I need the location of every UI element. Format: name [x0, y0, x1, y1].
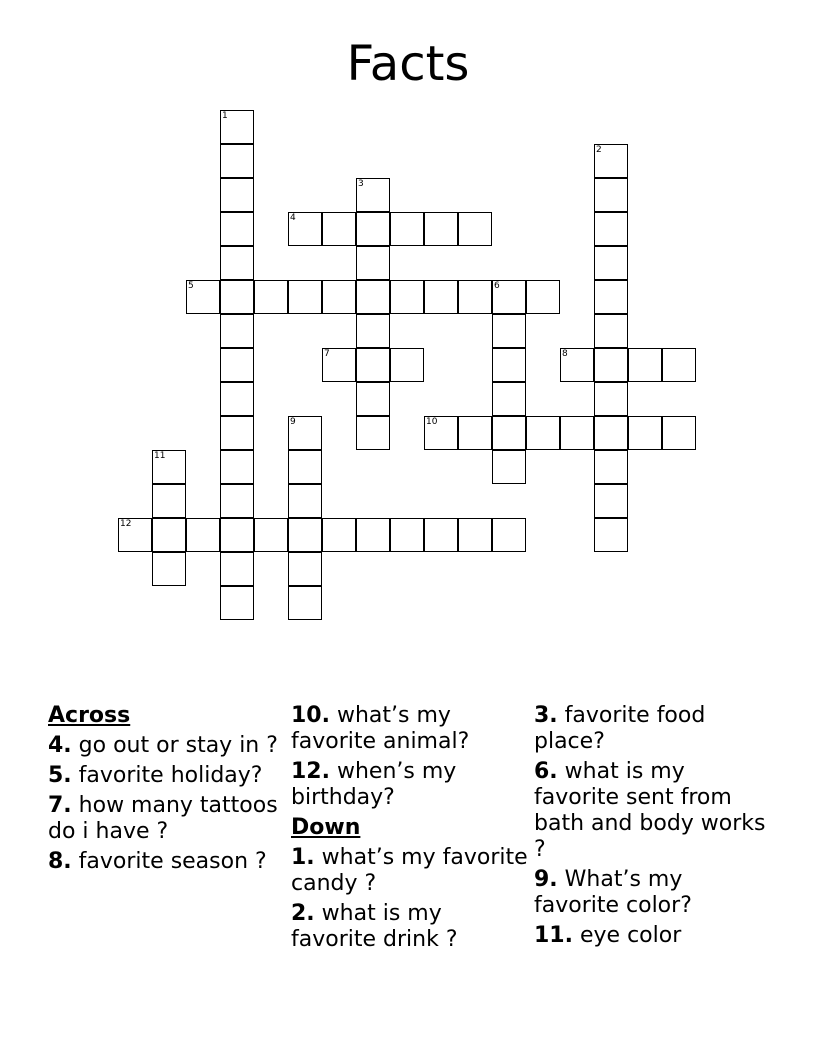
grid-cell[interactable] — [594, 382, 628, 416]
grid-cell[interactable] — [458, 518, 492, 552]
grid-cell[interactable] — [220, 348, 254, 382]
grid-cell[interactable] — [152, 552, 186, 586]
grid-cell[interactable] — [628, 416, 662, 450]
clue-down-3: 3. favorite food place? — [534, 703, 706, 754]
clue-down-6: 6. what is my favorite sent from bath and body works ? — [534, 759, 766, 862]
grid-cell[interactable] — [220, 484, 254, 518]
clue-number: 1 — [222, 111, 228, 121]
grid-cell[interactable] — [560, 348, 594, 382]
grid-cell[interactable] — [594, 348, 628, 382]
clue-number: 2 — [596, 145, 602, 155]
grid-cell[interactable] — [288, 484, 322, 518]
clue-across-5: 5. favorite holiday? — [48, 763, 263, 788]
clue-down-9: 9. What’s my favorite color? — [534, 867, 692, 918]
grid-cell[interactable] — [254, 280, 288, 314]
grid-cell[interactable] — [390, 280, 424, 314]
grid-cell[interactable] — [492, 416, 526, 450]
clue-number: 10 — [426, 417, 438, 427]
clue-down-1: 1. what’s my favorite candy ? — [291, 845, 528, 896]
grid-cell[interactable] — [390, 518, 424, 552]
grid-cell[interactable] — [220, 314, 254, 348]
grid-cell[interactable] — [492, 348, 526, 382]
grid-cell[interactable] — [526, 416, 560, 450]
grid-cell[interactable] — [220, 246, 254, 280]
grid-cell[interactable] — [322, 212, 356, 246]
grid-cell[interactable] — [526, 280, 560, 314]
grid-cell[interactable] — [424, 518, 458, 552]
grid-cell[interactable] — [288, 518, 322, 552]
grid-cell[interactable] — [594, 518, 628, 552]
clue-across-4: 4. go out or stay in ? — [48, 733, 278, 758]
grid-cell[interactable] — [492, 314, 526, 348]
grid-cell[interactable] — [662, 348, 696, 382]
grid-cell[interactable] — [220, 586, 254, 620]
clue-number: 11 — [154, 451, 166, 461]
grid-cell[interactable] — [458, 280, 492, 314]
clue-down-2: 2. what is my favorite drink ? — [291, 901, 458, 952]
grid-cell[interactable] — [220, 450, 254, 484]
clue-across-8: 8. favorite season ? — [48, 849, 267, 874]
grid-cell[interactable] — [322, 280, 356, 314]
clue-number: 12 — [120, 519, 132, 529]
grid-cell[interactable] — [220, 518, 254, 552]
grid-cell[interactable] — [322, 348, 356, 382]
grid-cell[interactable] — [662, 416, 696, 450]
grid-cell[interactable] — [424, 280, 458, 314]
clue-number: 7 — [324, 349, 330, 359]
grid-cell[interactable] — [594, 416, 628, 450]
grid-cell[interactable] — [492, 280, 526, 314]
clue-down-11: 11. eye color — [534, 923, 682, 948]
grid-cell[interactable] — [220, 280, 254, 314]
grid-cell[interactable] — [628, 348, 662, 382]
grid-cell[interactable] — [288, 586, 322, 620]
grid-cell[interactable] — [186, 280, 220, 314]
grid-cell[interactable] — [594, 280, 628, 314]
grid-cell[interactable] — [220, 144, 254, 178]
grid-cell[interactable] — [220, 110, 254, 144]
grid-cell[interactable] — [152, 518, 186, 552]
grid-cell[interactable] — [254, 518, 288, 552]
grid-cell[interactable] — [288, 450, 322, 484]
grid-cell[interactable] — [594, 450, 628, 484]
grid-cell[interactable] — [594, 314, 628, 348]
grid-cell[interactable] — [424, 212, 458, 246]
grid-cell[interactable] — [356, 348, 390, 382]
grid-cell[interactable] — [390, 348, 424, 382]
down-heading: Down — [291, 815, 361, 840]
grid-cell[interactable] — [492, 382, 526, 416]
grid-cell[interactable] — [424, 416, 458, 450]
grid-cell[interactable] — [220, 178, 254, 212]
clue-across-10: 10. what’s my favorite animal? — [291, 703, 470, 754]
grid-cell[interactable] — [220, 382, 254, 416]
grid-cell[interactable] — [322, 518, 356, 552]
grid-cell[interactable] — [288, 552, 322, 586]
clue-number: 9 — [290, 417, 296, 427]
grid-cell[interactable] — [152, 450, 186, 484]
grid-cell[interactable] — [594, 178, 628, 212]
clue-across-12: 12. when’s my birthday? — [291, 759, 457, 810]
grid-cell[interactable] — [594, 144, 628, 178]
grid-cell[interactable] — [288, 416, 322, 450]
grid-cell[interactable] — [356, 314, 390, 348]
grid-cell[interactable] — [186, 518, 220, 552]
grid-cell[interactable] — [220, 416, 254, 450]
grid-cell[interactable] — [594, 246, 628, 280]
grid-cell[interactable] — [356, 518, 390, 552]
grid-cell[interactable] — [288, 280, 322, 314]
grid-cell[interactable] — [594, 212, 628, 246]
grid-cell[interactable] — [152, 484, 186, 518]
clue-across-7: 7. how many tattoos do i have ? — [48, 793, 278, 844]
clues-column-2 — [291, 703, 531, 957]
clue-number: 6 — [494, 281, 500, 291]
clue-number: 4 — [290, 213, 296, 223]
grid-cell[interactable] — [288, 212, 322, 246]
grid-cell[interactable] — [118, 518, 152, 552]
across-heading: Across — [48, 703, 131, 728]
grid-cell[interactable] — [220, 212, 254, 246]
grid-cell[interactable] — [458, 416, 492, 450]
grid-cell[interactable] — [356, 178, 390, 212]
clue-number: 8 — [562, 349, 568, 359]
grid-cell[interactable] — [560, 416, 594, 450]
grid-cell[interactable] — [356, 212, 390, 246]
clue-number: 5 — [188, 281, 194, 291]
clue-number: 3 — [358, 179, 364, 189]
grid-cell[interactable] — [356, 280, 390, 314]
grid-cell[interactable] — [356, 246, 390, 280]
grid-cell[interactable] — [390, 212, 424, 246]
puzzle-title: Facts — [346, 36, 470, 92]
grid-cell[interactable] — [458, 212, 492, 246]
grid-cell[interactable] — [492, 518, 526, 552]
clues-column-3 — [534, 703, 774, 953]
grid-cell[interactable] — [356, 382, 390, 416]
grid-cell[interactable] — [492, 450, 526, 484]
grid-cell[interactable] — [356, 416, 390, 450]
grid-cell[interactable] — [594, 484, 628, 518]
clues-column-1 — [48, 703, 288, 879]
grid-cell[interactable] — [220, 552, 254, 586]
